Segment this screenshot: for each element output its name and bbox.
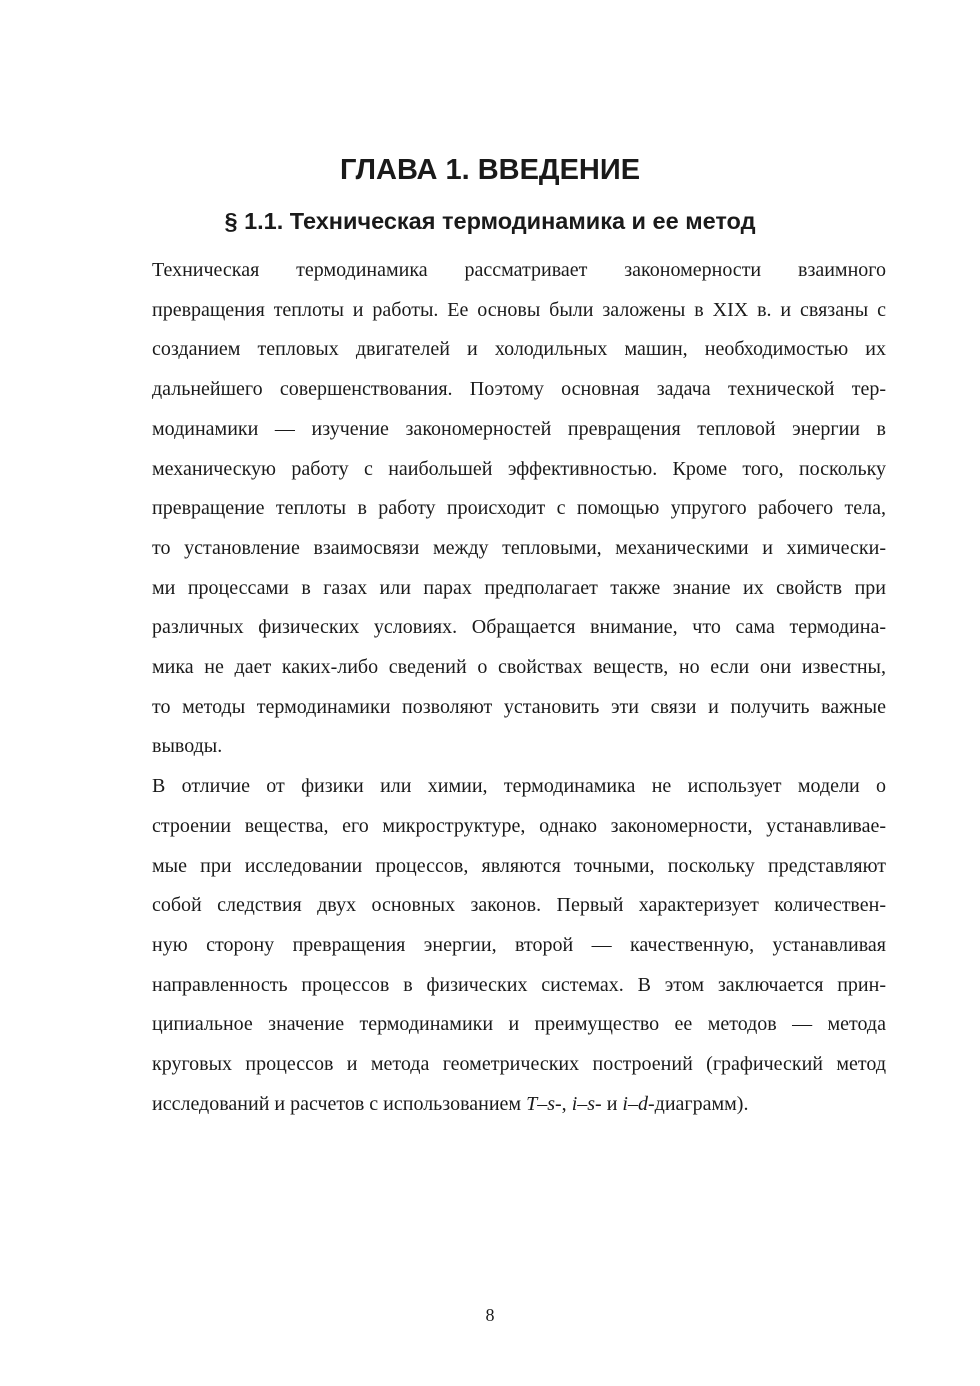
text-run: – <box>537 1092 548 1115</box>
text-run: исследований и расчетов с использованием <box>152 1092 527 1115</box>
paragraph-line: ципиальное значение термодинамики и преимущество ее методов — метода <box>152 1013 886 1036</box>
paragraph-1 <box>94 251 886 767</box>
paragraph-line: выводы. <box>152 735 223 758</box>
body-text <box>94 251 886 1124</box>
paragraph-line: модинамики — изучение закономерностей превращения тепловой энергии в <box>152 417 886 440</box>
paragraph-line: строении вещества, его микроструктуре, однако закономерности, устанавливае- <box>152 814 886 837</box>
paragraph-line: ную сторону превращения энергии, второй — качественную, устанавливая <box>152 933 886 956</box>
paragraph-line: превращения теплоты и работы. Ее основы были заложены в XIX в. и связаны с <box>152 298 886 321</box>
paragraph-line: мые при исследовании процессов, являются точными, поскольку представляют <box>152 854 886 877</box>
text-run: -диаграмм). <box>647 1092 749 1115</box>
text-run: - и <box>595 1092 623 1115</box>
text-run: – <box>577 1092 588 1115</box>
chapter-title: ГЛАВА 1. ВВЕДЕНИЕ <box>339 154 641 186</box>
paragraph-line: круговых процессов и метода геометрических построений (графический метод <box>152 1053 886 1076</box>
paragraph-line: направленность процессов в физических системах. В этом заключается прин- <box>152 973 886 996</box>
math-symbol: i <box>622 1092 628 1115</box>
paragraph-line: созданием тепловых двигателей и холодильных машин, необходимостью их <box>152 338 886 361</box>
text-run: – <box>627 1092 638 1115</box>
paragraph-line: превращение теплоты в работу происходит с помощью упругого рабочего тела, <box>152 497 886 520</box>
math-symbol: s <box>547 1092 556 1115</box>
paragraph-line: различных физических условиях. Обращается внимание, что сама термодина- <box>152 616 886 639</box>
paragraph-line: ми процессами в газах или парах предполагает также знание их свойств при <box>152 576 886 599</box>
paragraph-2 <box>94 767 886 1124</box>
math-symbol: d <box>637 1092 648 1115</box>
paragraph-line: то методы термодинамики позволяют установить эти связи и получить важные <box>152 695 886 718</box>
page-number: 8 <box>485 1305 495 1325</box>
paragraph-line: Техническая термодинамика рассматривает закономерности взаимного <box>152 259 886 281</box>
math-symbol: s <box>587 1092 596 1115</box>
math-symbol: T <box>526 1092 538 1115</box>
math-symbol: i <box>571 1092 578 1115</box>
paragraph-line <box>94 1085 886 1125</box>
text-run: -, <box>555 1092 572 1115</box>
paragraph-line: то установление взаимосвязи между тепловыми, механическими и химически- <box>152 536 886 559</box>
paragraph-line: механическую работу с наибольшей эффективностью. Кроме того, поскольку <box>152 457 886 480</box>
section-title: § 1.1. Техническая термодинамика и ее метод <box>224 208 756 234</box>
paragraph-line: В отличие от физики или химии, термодинамика не использует модели о <box>152 775 886 798</box>
paragraph-line: собой следствия двух основных законов. Первый характеризует количествен- <box>152 894 886 917</box>
paragraph-line: мика не дает каких-либо сведений о свойствах веществ, но если они известны, <box>152 656 886 679</box>
paragraph-line: дальнейшего совершенствования. Поэтому основная задача технической тер- <box>152 378 886 401</box>
